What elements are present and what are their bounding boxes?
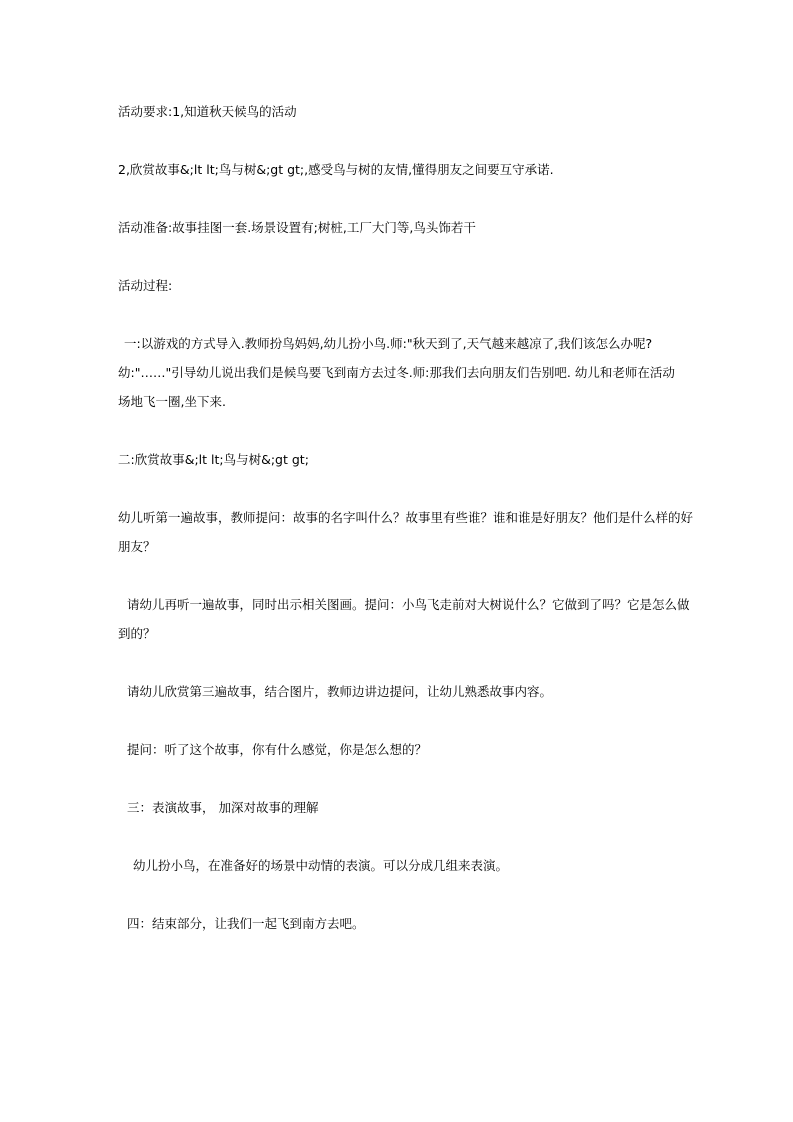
step-one-line-2: 幼:"……"引导幼儿说出我们是候鸟要飞到南方去过冬.师:那我们去向朋友们告别吧. 幼儿和老师在活动 bbox=[118, 365, 675, 380]
step-three-heading: 三：表演故事， 加深对故事的理解 bbox=[127, 800, 319, 815]
second-story-question-line-2: 到的？ bbox=[118, 626, 156, 641]
step-four-heading: 四：结束部分，让我们一起飞到南方去吧。 bbox=[127, 916, 365, 931]
step-two-heading: 二:欣赏故事&;lt lt;鸟与树&;gt gt; bbox=[118, 452, 309, 467]
second-story-question-line-1: 请幼儿再听一遍故事，同时出示相关图画。提问：小鸟飞走前对大树说什么？它做到了吗？它是怎么做 bbox=[127, 597, 690, 612]
first-story-question-line-2: 朋友？ bbox=[118, 539, 156, 554]
performance-instruction: 幼儿扮小鸟，在准备好的场景中动情的表演。可以分成几组来表演。 bbox=[133, 858, 509, 873]
activity-requirement-2: 2,欣赏故事&;lt lt;鸟与树&;gt gt;,感受鸟与树的友情,懂得朋友之间要互守承诺. bbox=[118, 162, 554, 177]
step-one-line-1: 一:以游戏的方式导入.教师扮鸟妈妈,幼儿扮小鸟.师:"秋天到了,天气越来越凉了,我们该怎么办呢? bbox=[124, 336, 653, 351]
third-story-instruction: 请幼儿欣赏第三遍故事，结合图片，教师边讲边提问，让幼儿熟悉故事内容。 bbox=[127, 684, 553, 699]
activity-process-heading: 活动过程: bbox=[118, 278, 173, 293]
feeling-question: 提问：听了这个故事，你有什么感觉，你是怎么想的？ bbox=[127, 742, 428, 757]
activity-preparation: 活动准备:故事挂图一套.场景设置有;树桩,工厂大门等,鸟头饰若干 bbox=[118, 220, 476, 235]
activity-requirement-1: 活动要求:1,知道秋天候鸟的活动 bbox=[118, 104, 297, 119]
step-one-line-3: 场地飞一圈,坐下来. bbox=[118, 394, 226, 409]
first-story-question-line-1: 幼儿听第一遍故事，教师提问：故事的名字叫什么？故事里有些谁？谁和谁是好朋友？他们是什么样的好 bbox=[118, 510, 694, 525]
